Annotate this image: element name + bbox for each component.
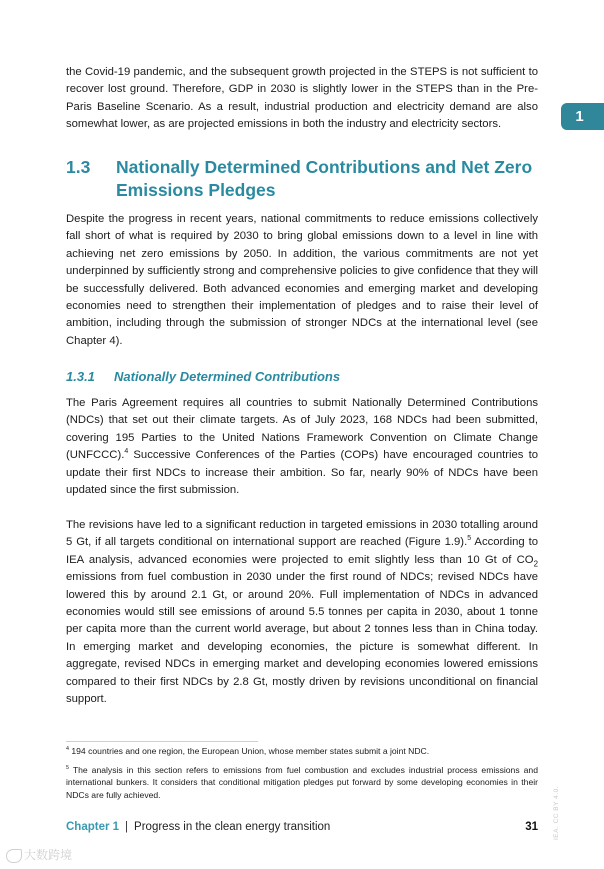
footnote-text: The analysis in this section refers to emissions from fuel combustion and excludes industrial process emissions and international bunkers. It considers that conditional mitigation pledges put forward by some developing economies in their NDCs are fully achieved. [66, 765, 538, 800]
text: The revisions have led to a significant reduction in targeted emissions in 2030 totalling around 5 Gt, if all targets conditional on international support are reached (Figure 1.9). [66, 519, 538, 549]
section-title: Nationally Determined Contributions and Net Zero Emissions Pledges [116, 157, 533, 200]
section-paragraph: Despite the progress in recent years, national commitments to reduce emissions collectively fall short of what is required by 2030 to bring global emissions down to a level in line with achieving net zero emissions by 2050. In addition, the various commitments are not yet underpinned by sufficiently strong and comprehensive policies to give confidence that they will be successfully delivered. Both advanced economies and emerging market and developing economies need to strengthen their implementation of pledges and to raise their level of ambition, including through the submission of stronger NDCs at the international level (see Chapter 4). [66, 213, 538, 347]
footer-chapter-label: Chapter 1 [66, 821, 120, 833]
footer-separator: | [125, 821, 129, 833]
watermark [6, 846, 72, 863]
chapter-tab: 1 [561, 103, 604, 130]
subscript: 2 [533, 559, 538, 569]
footnote-5 [66, 764, 538, 801]
subsection-title: Nationally Determined Contributions [114, 369, 341, 384]
section-number: 1.3 [66, 157, 91, 177]
footnote-marker: 5 [66, 765, 69, 772]
watermark-logo-icon [6, 849, 22, 863]
intro-paragraph: the Covid-19 pandemic, and the subsequent growth projected in the STEPS is not sufficient to recover lost ground. Therefore, GDP in 2030 is slightly lower in the STEPS than in the Pre-Paris Baseline Scenario. As a result, industrial production and electricity demand are also somewhat lower, as are projected emissions in both the industry and electricity sectors. [66, 66, 538, 131]
footnote-divider [66, 741, 258, 742]
footnote-4 [66, 745, 538, 757]
subsection-number: 1.3.1 [66, 369, 95, 384]
footnote-text: 194 countries and one region, the European Union, whose member states submit a joint NDC. [68, 746, 430, 756]
page-number: 31 [525, 821, 538, 833]
footer-chapter-title: Progress in the clean energy transition [134, 821, 331, 833]
license-notice: IEA. CC BY 4.0. [553, 786, 560, 840]
text: According to IEA analysis, advanced economies were projected to emit slightly less than 10 Gt of CO [66, 536, 538, 566]
watermark-text: 大数跨境 [24, 848, 73, 862]
page-footer [66, 819, 538, 835]
footnote-ref-4[interactable]: 4 [124, 448, 129, 456]
ndc-paragraph-1 [66, 395, 538, 499]
footnote-ref-5[interactable]: 5 [467, 535, 472, 543]
text: Successive Conferences of the Parties (COPs) have encouraged countries to update their first NDCs to increase their ambition. So far, nearly 90% of NDCs have been updated since the first submission. [66, 449, 538, 497]
footnote-marker: 4 [66, 746, 69, 753]
ndc-paragraph-2 [66, 517, 538, 708]
text: emissions from fuel combustion in 2030 under the first round of NDCs; revised NDCs have lowered this by around 2.1 Gt, or around 20%. Full implementation of NDCs in advanced economies would still see emissions of around 5.5 tonnes per capita in 2030, about 1 tonne per capita more than the current world average, but about 2 tonnes less than in China today. In emerging market and developing economies, the picture is somewhat different. In aggregate, revised NDCs in emerging market and developing economies lowered emissions compared to their first NDCs by 2.8 Gt, mostly driven by revisions unconditional on financial support. [66, 571, 538, 706]
text: The Paris Agreement requires all countries to submit Nationally Determined Contributions (NDCs) that set out their climate targets. As of July 2023, 168 NDCs had been submitted, covering 195 Parties to the United Nations Framework Convention on Climate Change (UNFCCC). [66, 397, 538, 462]
